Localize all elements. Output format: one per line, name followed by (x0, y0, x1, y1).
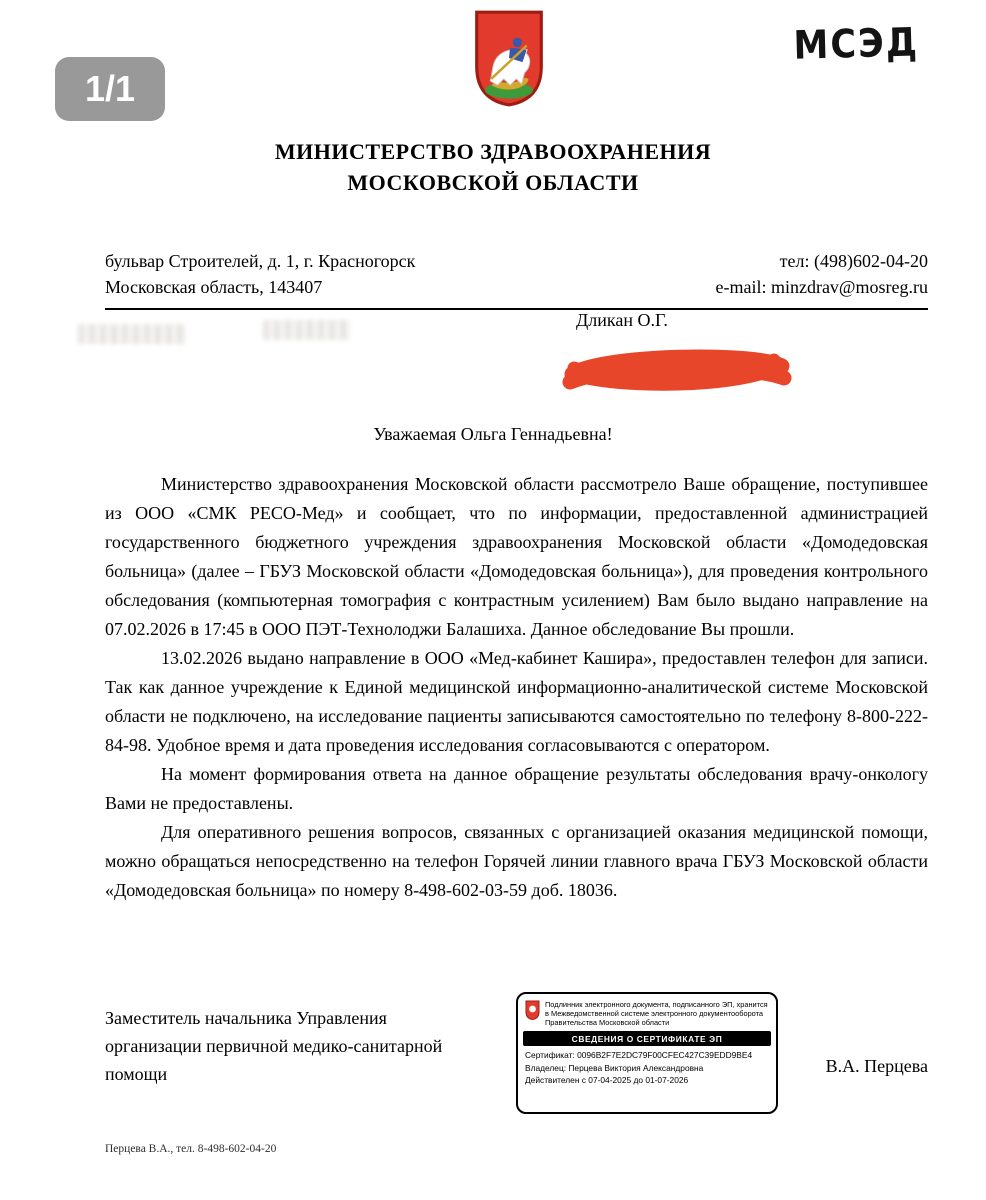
signer-position-line1: Заместитель начальника Управления (105, 1008, 387, 1028)
faint-redaction (78, 324, 186, 344)
letterhead-address (105, 248, 415, 300)
address-line2: Московская область, 143407 (105, 277, 323, 297)
letter-body (105, 470, 928, 905)
email-line: e-mail: minzdrav@mosreg.ru (715, 277, 928, 297)
letterhead-contacts (105, 248, 928, 310)
stamp-coat-of-arms-icon (525, 1000, 540, 1020)
salutation: Уважаемая Ольга Геннадьевна! (373, 424, 613, 444)
body-paragraph: На момент формирования ответа на данное обращение результаты обследования врачу-онкологу Вами не предоставлены. (105, 764, 928, 813)
stamp-validity: Действителен с 07-04-2025 до 01-07-2026 (525, 1075, 689, 1085)
body-paragraph: 13.02.2026 выдано направление в ООО «Мед-кабинет Кашира», предоставлен телефон для записи. Так как данное учреждение к Единой медицинской информационно-аналитической системе Московской области не подключено, на исследование пациенты записываются самостоятельно по телефону 8-800-222-84-98. Удобное время и дата проведения исследования согласовываются с оператором. (105, 648, 928, 755)
stamp-header-text: Подлинник электронного документа, подписанного ЭП, хранится в Межведомственной системе электронного документооборота Правительства Московской области (545, 1000, 768, 1027)
letterhead-phone-email (715, 248, 928, 300)
address-line1: бульвар Строителей, д. 1, г. Красногорск (105, 251, 416, 271)
signer-position-line3: помощи (105, 1064, 168, 1084)
page-indicator-badge (55, 57, 165, 121)
redaction-scribble (560, 342, 796, 400)
faint-redaction (263, 320, 351, 340)
signer-position-line2: организации первичной медико-санитарной (105, 1036, 443, 1056)
signer-name: В.А. Перцева (825, 1056, 928, 1076)
recipient-name: Дликан О.Г. (576, 310, 668, 330)
stamp-bar-label: СВЕДЕНИЯ О СЕРТИФИКАТЕ ЭП (523, 1031, 771, 1046)
phone-line: тел: (498)602-04-20 (779, 251, 928, 271)
body-paragraph: Для оперативного решения вопросов, связанных с организацией оказания медицинской помощи, можно обращаться непосредственно на телефон Горячей линии главного врача ГБУЗ Московской области «Домодедовская больница» по номеру 8-498-602-03-59 доб. 18036. (105, 822, 928, 900)
coat-of-arms-icon (472, 8, 546, 108)
stamp-certificate: Сертификат: 0096B2F7E2DC79F00CFEC427C39EDD9BE4 (525, 1050, 753, 1060)
stamp-header-row (518, 994, 776, 1030)
stamp-owner: Владелец: Перцева Виктория Александровна (525, 1062, 704, 1073)
footer-contact: Перцева В.А., тел. 8-498-602-04-20 (105, 1143, 277, 1155)
body-paragraph: Министерство здравоохранения Московской области рассмотрело Ваше обращение, поступившее из ООО «СМК РЕСО-Мед» и сообщает, что по информации, предоставленной администрацией государственного бюджетного учреждения здравоохранения Московской области «Домодедовская больница» (далее – ГБУЗ Московской области «Домодедовская больница»), для проведения контрольного обследования (компьютерная томография с контрастным усилением) Вам было выдано направление на 07.02.2026 в 17:45 в ООО ПЭТ-Технолоджи Балашиха. Данное обследование Вы прошли. (105, 474, 928, 639)
ministry-title-line2: МОСКОВСКОЙ ОБЛАСТИ (347, 170, 639, 195)
ministry-title-line1: МИНИСТЕРСТВО ЗДРАВООХРАНЕНИЯ (274, 139, 712, 164)
e-signature-stamp (516, 992, 778, 1114)
stamp-details (518, 1048, 776, 1088)
signer-position (105, 1004, 442, 1088)
ministry-title (0, 136, 986, 198)
page-indicator-label: 1/1 (84, 68, 136, 109)
msed-watermark: МСЭД (793, 20, 920, 69)
